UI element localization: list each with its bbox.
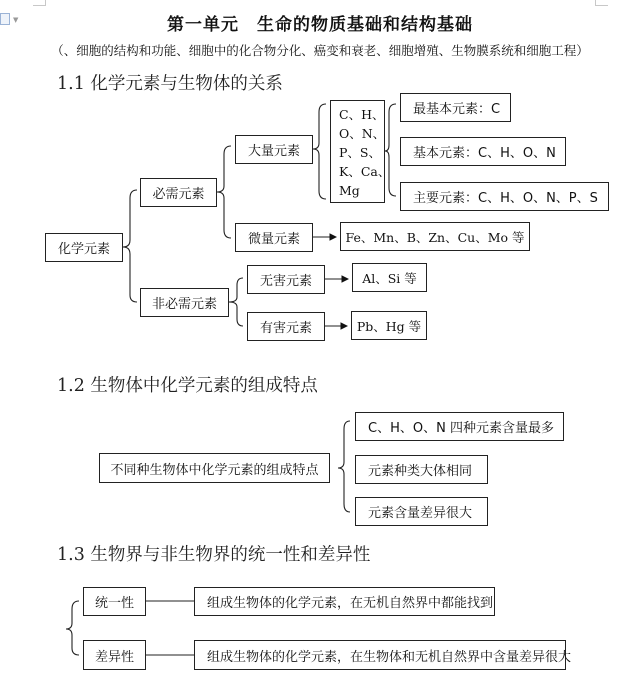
- node-harmless-elements: 无害元素: [247, 265, 325, 294]
- brace-macro: [313, 104, 326, 199]
- macro-element-line: P、S、: [339, 145, 381, 160]
- document-subtitle: （、细胞的结构和功能、细胞中的化合物分化、癌变和衰老、细胞增殖、生物膜系统和细胞工程）: [51, 43, 589, 58]
- section-heading-1-1: 1.1 化学元素与生物体的关系: [57, 74, 283, 94]
- node-micro-element-list: Fe、Mn、B、Zn、Cu、Mo 等: [340, 222, 530, 251]
- brace-section3: [66, 601, 79, 655]
- node-micro-elements: 微量元素: [235, 223, 313, 252]
- node-harmful-element-list: Pb、Hg 等: [351, 311, 427, 340]
- section-heading-1-3: 1.3 生物界与非生物界的统一性和差异性: [57, 545, 371, 565]
- dropdown-arrow-icon[interactable]: ▼: [13, 16, 19, 24]
- macro-element-line: C、H、: [339, 107, 385, 122]
- brace-nonessential: [229, 278, 243, 326]
- macro-element-line: O、N、: [339, 126, 386, 141]
- node-composition-features: 不同种生物体中化学元素的组成特点: [99, 453, 330, 483]
- node-difference: 差异性: [83, 640, 146, 670]
- brace-categories: [385, 104, 396, 196]
- node-feature-3: 元素含量差异很大: [355, 497, 488, 526]
- node-unity: 统一性: [83, 587, 146, 616]
- node-feature-1: C、H、O、N 四种元素含量最多: [355, 412, 564, 441]
- node-nonessential-elements: 非必需元素: [140, 288, 229, 317]
- node-essential-elements: 必需元素: [140, 178, 217, 207]
- brace-essential: [217, 146, 231, 238]
- node-basic-elements: 基本元素：C、H、O、N: [400, 137, 566, 166]
- brace-section2: [338, 421, 350, 512]
- brace-root: [123, 190, 137, 302]
- node-unity-description: 组成生物体的化学元素，在无机自然界中都能找到: [194, 587, 495, 616]
- node-harmful-elements: 有害元素: [247, 312, 325, 341]
- node-difference-description: 组成生物体的化学元素，在生物体和无机自然界中含量差异很大: [194, 640, 566, 670]
- node-macro-elements: 大量元素: [235, 135, 313, 164]
- section-heading-1-2: 1.2 生物体中化学元素的组成特点: [57, 376, 318, 396]
- node-feature-2: 元素种类大体相同: [355, 455, 488, 484]
- node-chemical-elements: 化学元素: [45, 233, 123, 262]
- document-title: 第一单元 生命的物质基础和结构基础: [167, 15, 473, 35]
- macro-element-line: Mg: [339, 183, 360, 198]
- node-main-elements: 主要元素：C、H、O、N、P、S: [400, 182, 609, 211]
- node-harmless-element-list: Al、Si 等: [352, 263, 427, 292]
- macro-element-line: K、Ca、: [339, 164, 391, 179]
- node-macro-element-list: [330, 100, 391, 203]
- node-most-basic-element: 最基本元素：C: [400, 93, 511, 122]
